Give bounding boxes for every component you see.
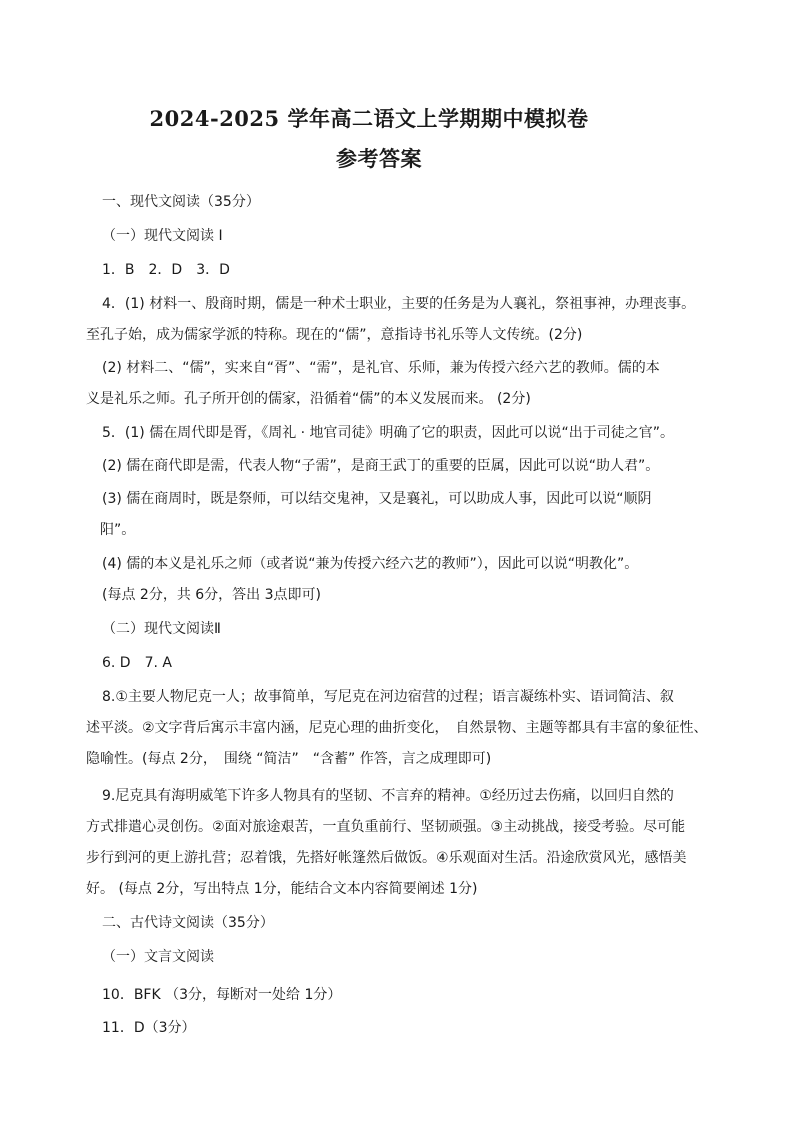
- answer-line: 6. D 7. A: [102, 655, 172, 671]
- answer-line: 9.尼克具有海明威笔下许多人物具有的坚韧、不言弃的精神。①经历过去伤痛，以回归自然的: [102, 788, 674, 804]
- answer-line: 述平淡。②文字背后寓示丰富内涵，尼克心理的曲折变化， 自然景物、主题等都具有丰富的象征性、: [86, 720, 708, 736]
- answer-line: 10．BFK （3分，每断对一处给 1分）: [102, 987, 342, 1003]
- answer-line: 11．D（3分）: [102, 1020, 196, 1036]
- section-heading: 一、现代文阅读（35分）: [102, 194, 260, 210]
- answer-line: 好。 (每点 2分，写出特点 1分，能结合文本内容简要阐述 1分): [86, 881, 478, 897]
- subsection-heading: （一）现代文阅读 I: [102, 228, 223, 244]
- scoring-note: (每点 2分，共 6分，答出 3点即可): [102, 587, 321, 603]
- subsection-heading: （二）现代文阅读Ⅱ: [102, 621, 221, 637]
- section-heading: 二、古代诗文阅读（35分）: [102, 915, 274, 931]
- answer-line: 1．B 2．D 3．D: [102, 262, 230, 278]
- answer-line: 方式排遣心灵创伤。②面对旅途艰苦，一直负重前行、坚韧顽强。③主动挑战，接受考验。尽可能: [86, 819, 686, 835]
- answer-line: 至孔子始，成为儒家学派的特称。现在的“儒”，意指诗书礼乐等人文传统。(2分): [86, 327, 583, 343]
- answer-body: [86, 187, 708, 1044]
- answer-line: 阳”。: [100, 522, 136, 538]
- answer-line: (2) 材料二、“儒”，实来自“胥”、“需”，是礼官、乐师，兼为传授六经六艺的教师。儒的本: [102, 360, 660, 376]
- answer-line: 步行到河的更上游扎营；忍着饿，先搭好帐篷然后做饭。④乐观面对生活。沿途欣赏风光，感悟美: [86, 850, 687, 866]
- answer-line: (3) 儒在商周时，既是祭师，可以结交鬼神，又是襄礼，可以助成人事，因此可以说“顺阴: [102, 491, 652, 507]
- page-subtitle: 参考答案: [336, 146, 422, 171]
- answer-line: (4) 儒的本义是礼乐之师（或者说“兼为传授六经六艺的教师”），因此可以说“明教化”。: [102, 556, 639, 572]
- subsection-heading: （一）文言文阅读: [102, 949, 214, 965]
- answer-line: 8.①主要人物尼克一人；故事简单，写尼克在河边宿营的过程；语言凝练朴实、语词简洁、叙: [102, 689, 674, 705]
- page-title: 2024-2025 学年高二语文上学期期中模拟卷: [149, 106, 589, 131]
- answer-line: 义是礼乐之师。孔子所开创的儒家，沿循着“儒”的本义发展而来。 (2分): [86, 391, 531, 407]
- answer-line: (2) 儒在商代即是需，代表人物“子需”，是商王武丁的重要的臣属，因此可以说“助人君”。: [102, 458, 660, 474]
- answer-line: 5．(1) 儒在周代即是胥，《周礼 · 地官司徒》明确了它的职责，因此可以说“出于司徒之官”。: [102, 425, 675, 441]
- answer-line: 隐喻性。(每点 2分， 围绕 “简洁” “含蓄” 作答，言之成理即可): [86, 751, 492, 767]
- answer-line: 4．(1) 材料一、殷商时期，儒是一种术士职业，主要的任务是为人襄礼，祭祖事神，办理丧事。: [102, 296, 696, 312]
